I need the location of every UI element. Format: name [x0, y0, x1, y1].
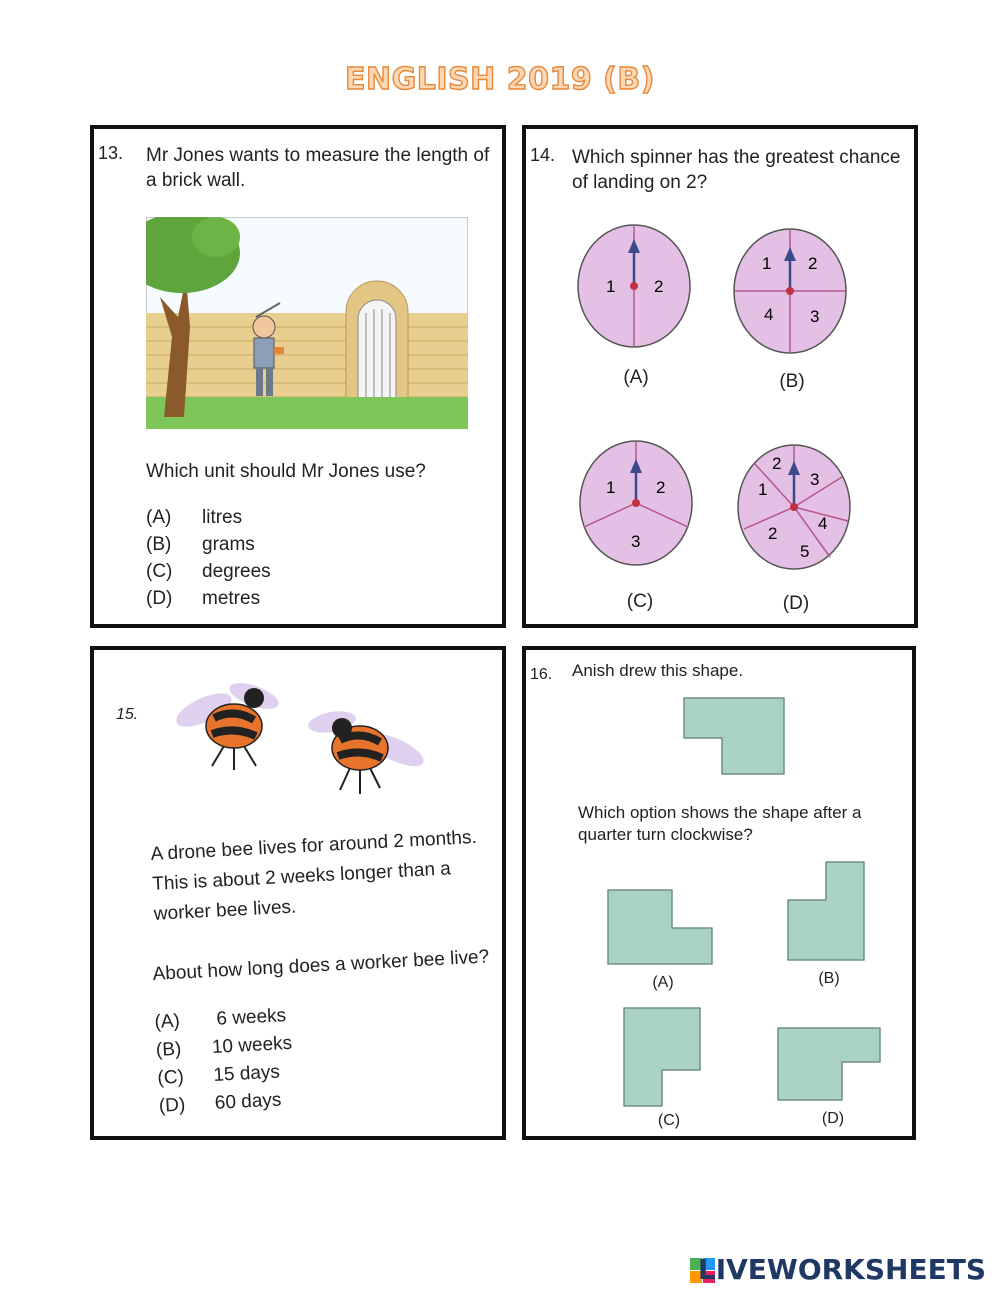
shape-option-c-label[interactable]: (C): [657, 1112, 681, 1129]
option-letter: (B): [146, 534, 172, 555]
question-number: 13.: [98, 143, 124, 163]
question-text-line: This is about 2 weeks longer than a: [151, 858, 452, 895]
spinner-number: 1: [762, 254, 772, 273]
question-text-line: worker bee lives.: [153, 896, 297, 925]
shape-option-a: [608, 890, 712, 964]
spinner-b: [734, 229, 846, 353]
spinner-number: 1: [758, 480, 768, 499]
option-letter: (D): [146, 588, 173, 609]
option-text: 10 weeks: [211, 1032, 293, 1059]
shape-option-b: [788, 862, 864, 960]
option-text: 6 weeks: [215, 1005, 287, 1030]
option-text: 60 days: [214, 1089, 282, 1114]
spinner-number: 2: [772, 454, 782, 473]
spinner-number: 2: [656, 478, 666, 497]
question-number: 15.: [116, 706, 139, 723]
question-number: 16.: [530, 666, 553, 683]
spinner-number: 5: [800, 542, 810, 561]
spinner-number: 3: [631, 532, 641, 551]
option-text: litres: [202, 507, 243, 528]
option-letter: (D): [158, 1094, 186, 1117]
option-letter: (C): [146, 561, 173, 582]
option-letter: (A): [154, 1010, 181, 1033]
option-b[interactable]: [155, 1033, 292, 1062]
question-number: 14.: [530, 145, 556, 165]
spinner-a: [578, 225, 690, 347]
shapes-illustration: [526, 650, 912, 1136]
spinner-option-a[interactable]: (A): [623, 367, 649, 388]
shape-option-a-label[interactable]: (A): [652, 974, 674, 991]
option-c[interactable]: [146, 561, 271, 583]
spinner-number: 1: [606, 478, 616, 497]
spinner-number: 3: [810, 470, 820, 489]
shape-option-b-label[interactable]: (B): [818, 970, 840, 987]
option-text: degrees: [202, 561, 271, 582]
page-title: ENGLISH 2019 (B): [345, 62, 655, 97]
question-prompt: Which unit should Mr Jones use?: [146, 461, 426, 482]
liveworksheets-logo[interactable]: LIVEWORKSHEETS: [697, 1253, 986, 1286]
question-text: Mr Jones wants to measure the length of a brick wall.: [146, 145, 490, 191]
option-c[interactable]: [157, 1061, 294, 1090]
options-block: [154, 1005, 296, 1118]
question-text: Which spinner has the greatest chance of landing on 2?: [572, 147, 901, 193]
option-text: grams: [202, 534, 255, 555]
question-15-panel: [90, 646, 506, 1140]
option-letter: (C): [156, 1066, 185, 1089]
spinner-number: 4: [764, 305, 774, 324]
bee-icon: [174, 678, 282, 770]
spinner-c: [580, 441, 692, 565]
spinner-number: 2: [808, 254, 818, 273]
shape-option-c: [624, 1008, 700, 1106]
spinner-option-c[interactable]: (C): [626, 591, 654, 612]
spinner-number: 4: [818, 514, 828, 533]
option-text: metres: [202, 588, 261, 609]
question-text-block: [150, 822, 494, 930]
question-14-panel: [522, 125, 918, 628]
question-13-panel: [90, 125, 506, 628]
spinner-option-d[interactable]: (D): [782, 593, 810, 614]
shape-option-d-label[interactable]: (D): [821, 1110, 845, 1127]
option-letter: (A): [146, 507, 172, 528]
spinner-number: 2: [654, 277, 664, 296]
option-a[interactable]: [146, 507, 242, 529]
option-text: 15 days: [212, 1061, 281, 1086]
bees-illustration: [174, 670, 424, 820]
spinner-option-b[interactable]: (B): [779, 371, 805, 392]
bee-icon: [307, 708, 424, 794]
question-prompt: Which option shows the shape after a quarter turn clockwise?: [578, 803, 862, 844]
question-16-panel: [522, 646, 916, 1140]
original-shape: [684, 698, 784, 774]
spinner-number: 2: [768, 524, 778, 543]
spinner-number: 1: [606, 277, 616, 296]
spinners-illustration: [526, 129, 914, 624]
question-text-line: A drone bee lives for around 2 months.: [150, 826, 478, 865]
spinner-number: 3: [810, 307, 820, 326]
option-d[interactable]: [146, 588, 260, 610]
option-a[interactable]: [154, 1005, 291, 1034]
question-prompt: About how long does a worker bee live?: [152, 946, 490, 985]
question-text: Anish drew this shape.: [572, 661, 744, 680]
option-letter: (B): [155, 1038, 182, 1061]
spinner-d: [738, 445, 850, 569]
option-d[interactable]: [158, 1089, 295, 1118]
shape-option-d: [778, 1028, 880, 1100]
option-b[interactable]: [146, 534, 255, 556]
brick-wall-illustration: [146, 217, 468, 429]
